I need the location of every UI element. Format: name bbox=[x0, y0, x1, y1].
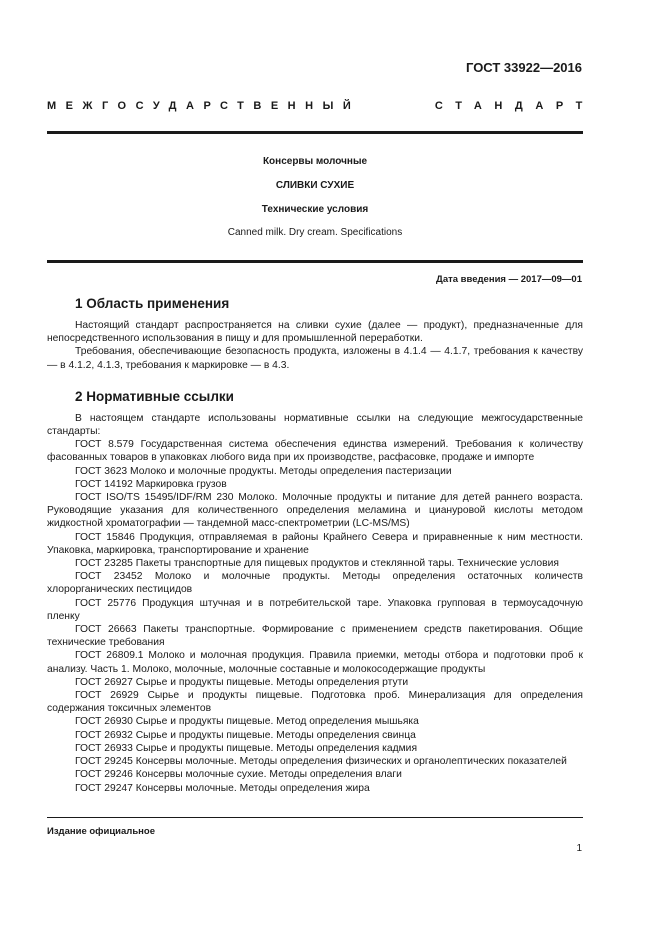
reference-item: ГОСТ 26663 Пакеты транспортные. Формирование с применением средств пакетирования. Общие технические требования bbox=[47, 624, 583, 649]
header-rule bbox=[47, 131, 583, 134]
reference-item: ГОСТ 29246 Консервы молочные сухие. Методы определения влаги bbox=[75, 769, 402, 781]
category-word-standard: СТАНДАРТ bbox=[434, 100, 595, 112]
document-number: ГОСТ 33922—2016 bbox=[466, 60, 582, 75]
section-2-intro: В настоящем стандарте использованы нормативные ссылки на следующие межгосударственные стандарты: bbox=[47, 412, 583, 438]
section-2-heading: 2 Нормативные ссылки bbox=[75, 388, 234, 404]
page-number: 1 bbox=[576, 843, 582, 854]
title-english: Canned milk. Dry cream. Specifications bbox=[227, 227, 403, 238]
reference-item: ГОСТ 3623 Молоко и молочные продукты. Методы определения пастеризации bbox=[75, 465, 452, 477]
reference-item: ГОСТ ISO/TS 15495/IDF/RM 230 Молоко. Молочные продукты и питание для детей раннего возраста. Руководящие указания для количественного определения меламина и циануровой кислоты методом жидкостной хроматографии — тандемной масс-спектрометрии (LC-MS/MS) bbox=[47, 492, 583, 530]
title-line-3: Технические условия bbox=[261, 204, 369, 215]
reference-item: ГОСТ 14192 Маркировка грузов bbox=[75, 478, 227, 490]
reference-item: ГОСТ 23452 Молоко и молочные продукты. Методы определения остаточных количеств хлорорганических пестицидов bbox=[47, 571, 583, 596]
section-1-paragraph: Требования, обеспечивающие безопасность продукта, изложены в 4.1.4 — 4.1.7, требования к качеству — в 4.1.2, 4.1.3, требования к маркировке — в 4.3. bbox=[47, 346, 583, 371]
reference-item: ГОСТ 8.579 Государственная система обеспечения единства измерений. Требования к количеству фасованных товаров в упаковках любого вида при их производстве, расфасовке, продаже и импорте bbox=[47, 439, 583, 464]
section-1-heading: 1 Область применения bbox=[75, 296, 230, 311]
reference-item: ГОСТ 26929 Сырье и продукты пищевые. Подготовка проб. Минерализация для определения содержания токсичных элементов bbox=[47, 690, 583, 715]
reference-item: ГОСТ 15846 Продукция, отправляемая в районы Крайнего Севера и приравненные к ним местности. Упаковка, маркировка, транспортирование и хранение bbox=[47, 531, 583, 556]
footer-rule bbox=[47, 817, 583, 818]
reference-item: ГОСТ 26930 Сырье и продукты пищевые. Метод определения мышьяка bbox=[75, 716, 419, 728]
reference-item: ГОСТ 26927 Сырье и продукты пищевые. Методы определения ртути bbox=[75, 676, 409, 688]
reference-item: ГОСТ 29247 Консервы молочные. Методы определения жира bbox=[75, 782, 370, 794]
reference-item: ГОСТ 26932 Сырье и продукты пищевые. Методы определения свинца bbox=[75, 729, 416, 741]
reference-item: ГОСТ 29245 Консервы молочные. Методы определения физических и органолептических показателей bbox=[75, 756, 567, 768]
reference-item: ГОСТ 25776 Продукция штучная и в потребительской таре. Упаковка групповая в термоусадочную пленку bbox=[47, 597, 583, 622]
title-line-1: Консервы молочные bbox=[262, 156, 368, 167]
document-body bbox=[47, 295, 583, 795]
title-rule bbox=[47, 260, 583, 263]
introduction-date: Дата введения — 2017—09—01 bbox=[436, 274, 582, 285]
official-edition-label: Издание официальное bbox=[47, 826, 155, 837]
category-word-interstate: МЕЖГОСУДАРСТВЕННЫЙ bbox=[47, 100, 361, 112]
reference-item: ГОСТ 23285 Пакеты транспортные для пищевых продуктов и стеклянной тары. Технические условия bbox=[75, 558, 559, 570]
section-1-paragraph: Настоящий стандарт распространяется на сливки сухие (далее — продукт), предназначенные для непосредственного использования в пищу и для промышленной переработки. bbox=[47, 320, 583, 345]
reference-item: ГОСТ 26933 Сырье и продукты пищевые. Методы определения кадмия bbox=[75, 742, 418, 754]
standard-category bbox=[47, 100, 595, 112]
reference-item: ГОСТ 26809.1 Молоко и молочная продукция. Правила приемки, методы отбора и подготовки проб к анализу. Часть 1. Молоко, молочные, молочные составные и молокосодержащие продукты bbox=[47, 650, 583, 675]
title-line-2: СЛИВКИ СУХИЕ bbox=[275, 180, 355, 191]
